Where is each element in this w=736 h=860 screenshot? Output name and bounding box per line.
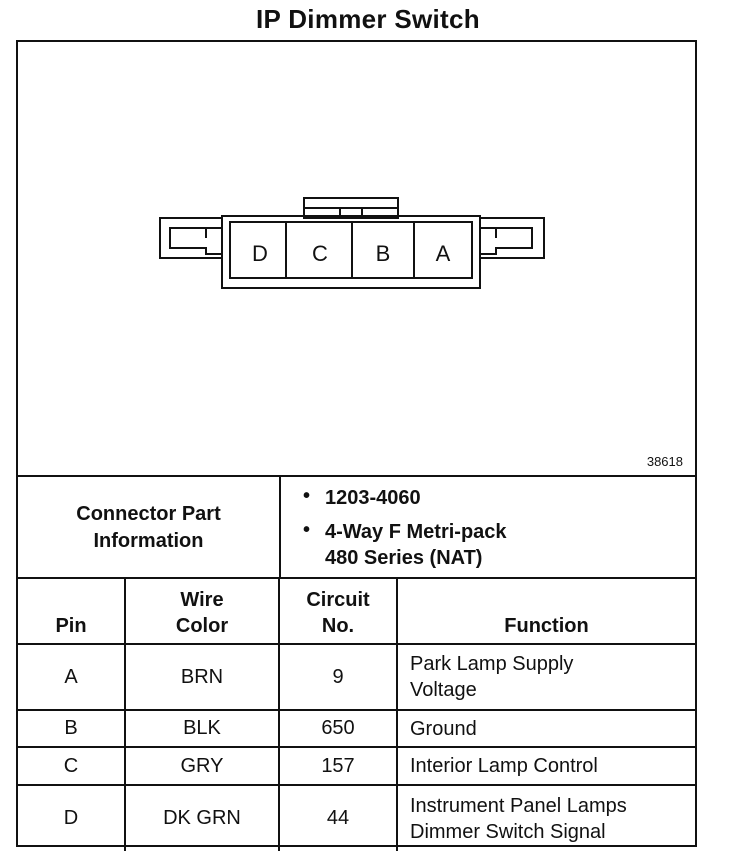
header-wire-color-line2: Color [175,615,229,637]
header-pin-text: Pin [55,615,87,637]
part-number: • 1203-4060 [325,487,421,509]
table-header-row [18,578,695,644]
table-row [18,710,695,747]
function-line1: Park Lamp Supply [410,653,574,675]
header-function [397,578,695,644]
function-line2: Dimmer Switch Signal [410,820,606,843]
connector-info-label [18,477,281,579]
connector-description-line1: • 4-Way F Metri-pack [325,521,507,543]
header-circuit-line2: No. [321,615,355,637]
part-number-item [325,485,421,511]
right-mounting-ear [480,218,544,258]
cavity-label-a: A [435,241,451,266]
connector-sheet [16,40,697,847]
connector-description-line2: 480 Series (NAT) [325,547,483,569]
function-cell [397,710,695,747]
connector-part-info [18,475,695,579]
wire-color-cell: BLK [125,710,279,747]
cavity-label-b: B [375,241,391,266]
circuit-cell: 157 [279,747,397,785]
circuit-cell: 650 [279,710,397,747]
header-function-text: Function [504,615,589,637]
cavity-label-d: D [252,241,268,266]
cavity-label-c: C [312,241,328,266]
pin-cell: B [18,710,125,747]
header-circuit [279,578,397,644]
function-cell [397,644,695,710]
connector-info-label-line1: Connector Part [76,503,221,525]
function-line1: Ground [410,717,477,740]
figure-number: 38618 [646,454,683,469]
header-wire-color-line1: Wire [180,589,224,611]
pinout-table [18,577,695,851]
wire-color-cell: DK GRN [125,785,279,851]
table-row [18,644,695,710]
pin-cell: A [18,644,125,710]
header-pin [18,578,125,644]
circuit-cell: 9 [279,644,397,710]
function-cell [397,747,695,785]
pin-cell: C [18,747,125,785]
header-wire-color [125,578,279,644]
page-title: IP Dimmer Switch [256,4,480,34]
wire-color-cell: GRY [125,747,279,785]
table-row [18,747,695,785]
header-circuit-line1: Circuit [306,589,370,611]
connector-description-item [325,519,507,571]
function-cell [397,785,695,851]
connector-info-label-line2: Information [93,530,204,552]
function-line1: Instrument Panel Lamps [410,794,627,817]
function-line2: Voltage [410,679,477,701]
function-line1: Interior Lamp Control [410,755,598,777]
table-row [18,785,695,851]
connector-diagram [18,42,695,475]
wire-color-cell: BRN [125,644,279,710]
pin-cell: D [18,785,125,851]
circuit-cell: 44 [279,785,397,851]
connector-face-view [18,42,695,475]
